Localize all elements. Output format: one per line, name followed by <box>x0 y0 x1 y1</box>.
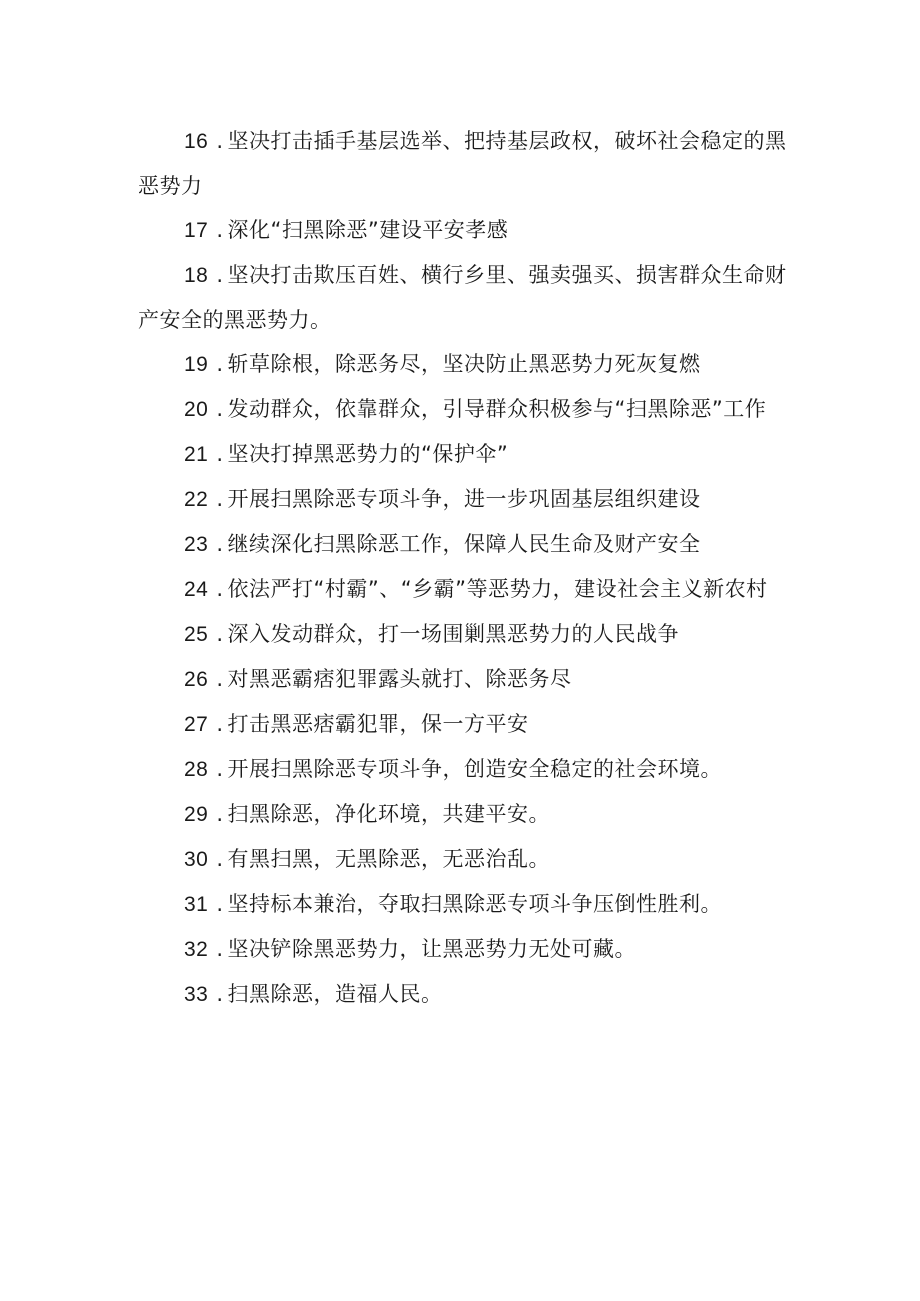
list-item: 25 . 深入发动群众，打一场围剿黑恶势力的人民战争 <box>184 622 680 646</box>
item-text: 打击黑恶痞霸犯罪，保一方平安 <box>227 712 529 736</box>
item-number: 31 <box>184 893 209 916</box>
item-text: 深化“扫黑除恶”建设平安孝感 <box>227 218 509 242</box>
item-text: 坚决铲除黑恶势力，让黑恶势力无处可藏。 <box>227 937 637 961</box>
item-number: 23 <box>184 533 209 556</box>
item-number: 26 <box>184 668 209 691</box>
item-text: 扫黑除恶，造福人民。 <box>227 982 443 1006</box>
list-item: 24 . 依法严打“村霸”、“乡霸”等恶势力，建设社会主义新农村 <box>184 577 768 601</box>
item-number: 33 <box>184 983 209 1006</box>
list-item: 20 . 发动群众，依靠群众，引导群众积极参与“扫黑除恶”工作 <box>184 397 767 421</box>
item-number: 17 <box>184 219 209 242</box>
list-item: 27 . 打击黑恶痞霸犯罪，保一方平安 <box>184 712 529 736</box>
list-item: 17 . 深化“扫黑除恶”建设平安孝感 <box>184 218 509 242</box>
list-item: 16 . 坚决打击插手基层选举、把持基层政权，破坏社会稳定的黑恶势力 <box>138 129 787 198</box>
list-item: 26 . 对黑恶霸痞犯罪露头就打、除恶务尽 <box>184 667 572 691</box>
item-text: 坚持标本兼治，夺取扫黑除恶专项斗争压倒性胜利。 <box>227 892 723 916</box>
item-text: 继续深化扫黑除恶工作，保障人民生命及财产安全 <box>227 532 701 556</box>
item-number: 30 <box>184 848 209 871</box>
item-text: 深入发动群众，打一场围剿黑恶势力的人民战争 <box>227 622 680 646</box>
item-number: 18 <box>184 264 209 287</box>
list-item: 29 . 扫黑除恶，净化环境，共建平安。 <box>184 802 551 826</box>
item-text: 有黑扫黑，无黑除恶，无恶治乱。 <box>227 847 551 871</box>
list-item: 18 . 坚决打击欺压百姓、横行乡里、强卖强买、损害群众生命财产安全的黑恶势力。 <box>138 263 787 332</box>
item-text: 依法严打“村霸”、“乡霸”等恶势力，建设社会主义新农村 <box>227 577 768 601</box>
item-text: 发动群众，依靠群众，引导群众积极参与“扫黑除恶”工作 <box>227 397 767 421</box>
item-number: 25 <box>184 623 209 646</box>
item-number: 28 <box>184 758 209 781</box>
item-text: 坚决打掉黑恶势力的“保护伞” <box>227 442 509 466</box>
item-number: 20 <box>184 398 209 421</box>
item-text: 坚决打击插手基层选举、把持基层政权，破坏社会稳定的黑恶势力 <box>138 129 787 198</box>
list-item: 21 . 坚决打掉黑恶势力的“保护伞” <box>184 442 509 466</box>
item-number: 27 <box>184 713 209 736</box>
list-item: 33 . 扫黑除恶，造福人民。 <box>184 982 443 1006</box>
item-text: 对黑恶霸痞犯罪露头就打、除恶务尽 <box>227 667 572 691</box>
slogan-list <box>138 119 798 1017</box>
item-text: 扫黑除恶，净化环境，共建平安。 <box>227 802 551 826</box>
list-item: 31 . 坚持标本兼治，夺取扫黑除恶专项斗争压倒性胜利。 <box>184 892 723 916</box>
item-text: 开展扫黑除恶专项斗争，创造安全稳定的社会环境。 <box>227 757 723 781</box>
list-item: 23 . 继续深化扫黑除恶工作，保障人民生命及财产安全 <box>184 532 701 556</box>
item-number: 19 <box>184 353 209 376</box>
item-number: 24 <box>184 578 209 601</box>
list-item: 19 . 斩草除根，除恶务尽，坚决防止黑恶势力死灰复燃 <box>184 352 701 376</box>
list-item: 28 . 开展扫黑除恶专项斗争，创造安全稳定的社会环境。 <box>184 757 723 781</box>
item-text: 开展扫黑除恶专项斗争，进一步巩固基层组织建设 <box>227 487 701 511</box>
list-item: 22 . 开展扫黑除恶专项斗争，进一步巩固基层组织建设 <box>184 487 701 511</box>
item-number: 22 <box>184 488 209 511</box>
item-text: 斩草除根，除恶务尽，坚决防止黑恶势力死灰复燃 <box>227 352 701 376</box>
item-text: 坚决打击欺压百姓、横行乡里、强卖强买、损害群众生命财产安全的黑恶势力。 <box>138 263 787 332</box>
item-number: 32 <box>184 938 209 961</box>
item-number: 29 <box>184 803 209 826</box>
item-number: 21 <box>184 443 209 466</box>
list-item: 30 . 有黑扫黑，无黑除恶，无恶治乱。 <box>184 847 551 871</box>
list-item: 32 . 坚决铲除黑恶势力，让黑恶势力无处可藏。 <box>184 937 637 961</box>
item-number: 16 <box>184 130 209 153</box>
